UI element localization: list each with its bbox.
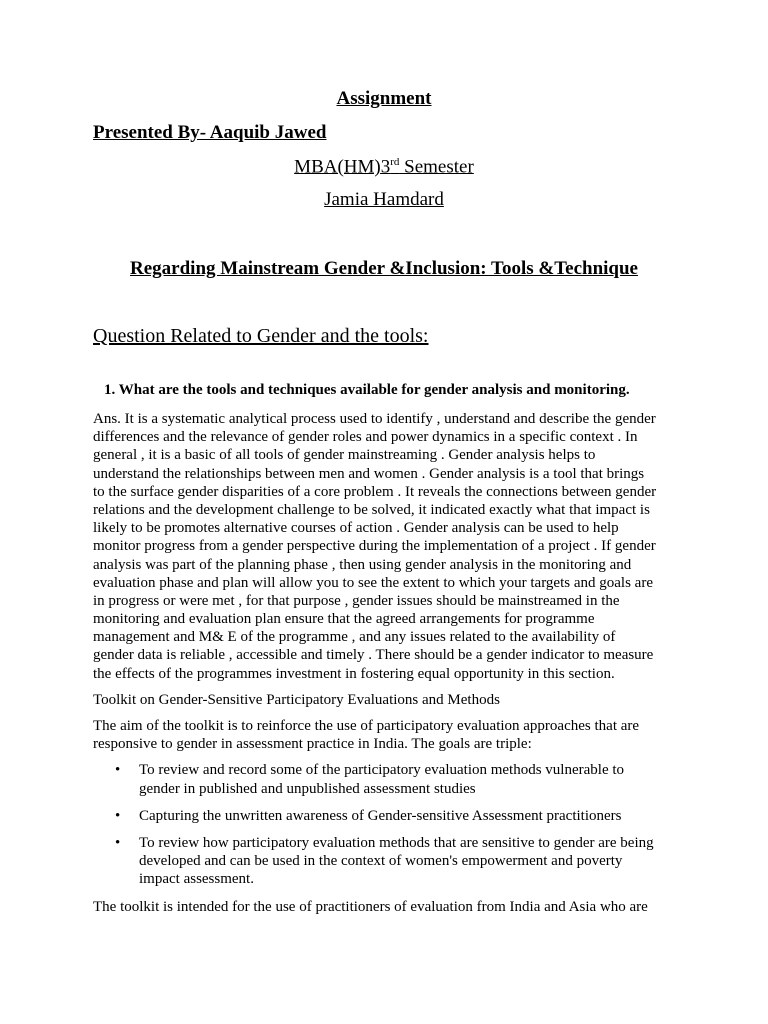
program-suffix: Semester	[399, 156, 474, 178]
body-content	[93, 410, 693, 924]
list-item	[93, 807, 693, 825]
question-heading: 1. What are the tools and techniques available for gender analysis and monitoring.	[104, 382, 630, 398]
bullet-icon: •	[115, 762, 121, 779]
answer-line: understand the relationships between men and women . Gender analysis is a tool that brings	[93, 465, 645, 482]
bullet-icon: •	[115, 834, 121, 851]
answer-paragraph	[93, 410, 693, 683]
goals-list	[93, 761, 693, 888]
program-line	[0, 156, 768, 178]
university-line: Jamia Hamdard	[324, 189, 444, 210]
list-item	[93, 834, 693, 889]
list-item-line: Capturing the unwritten awareness of Gender-sensitive Assessment practitioners	[139, 807, 622, 824]
answer-line: management and M& E of the programme , and any issues related to the availability of	[93, 629, 616, 646]
list-item-line: impact assessment.	[139, 871, 254, 888]
answer-line: likely to be promotes alternative courses of action . Gender analysis can be used to help	[93, 520, 619, 537]
subject-heading: Regarding Mainstream Gender &Inclusion: Tools &Technique	[130, 258, 638, 279]
list-item-line: developed and can be used in the context of women's empowerment and poverty	[139, 853, 623, 870]
answer-line: the effects of the programmes investment in fostering equal opportunity in this section.	[93, 665, 615, 682]
answer-line: analysis was part of the planning phase , then using gender analysis in the monitoring and	[93, 556, 632, 573]
answer-line: gender data is reliable , accessible and timely . There should be a gender indicator to measure	[93, 647, 654, 664]
answer-line: relations and the development challenge to be solved, it indicated exactly what that impact is	[93, 501, 650, 518]
answer-line: monitoring and evaluation plan ensure that the agreed arrangements for programme	[93, 611, 595, 628]
program-prefix: MBA(HM)3	[294, 156, 391, 178]
list-item	[93, 761, 693, 797]
answer-line: monitor progress from a gender perspective during the implementation of a project . If gender	[93, 538, 656, 555]
list-item-line: gender in published and unpublished assessment studies	[139, 780, 476, 797]
program-superscript: rd	[390, 156, 400, 168]
answer-line: general , it is a basic of all tools of gender mainstreaming . Gender analysis helps to	[93, 447, 596, 464]
aim-paragraph	[93, 717, 693, 753]
answer-line: Ans. It is a systematic analytical process used to identify , understand and describe the gender	[93, 411, 656, 427]
toolkit-title-paragraph	[93, 691, 693, 709]
aim-line: responsive to gender in assessment practice in India. The goals are triple:	[93, 736, 532, 753]
closing-paragraph	[93, 898, 693, 916]
toolkit-title: Toolkit on Gender-Sensitive Participatory Evaluations and Methods	[93, 691, 500, 708]
bullet-icon: •	[115, 807, 121, 824]
answer-line: differences and the relevance of gender roles and power dynamics in a specific context . In	[93, 429, 638, 446]
aim-line: The aim of the toolkit is to reinforce the use of participatory evaluation approaches that are	[93, 718, 640, 734]
presenter-line: Presented By- Aaquib Jawed	[93, 122, 327, 143]
closing-line: The toolkit is intended for the use of practitioners of evaluation from India and Asia who are	[93, 898, 648, 915]
answer-line: evaluation phase and plan will allow you to see the extent to which your targets and goals are	[93, 574, 653, 591]
section-heading: Question Related to Gender and the tools:	[93, 325, 429, 347]
answer-line: to the surface gender disparities of a core problem . It reveals the connections between gender	[93, 483, 657, 500]
answer-line: in progress or were met , for that purpose , gender issues should be mainstreamed in the	[93, 592, 620, 609]
list-item-line: To review and record some of the participatory evaluation methods vulnerable to	[139, 762, 625, 779]
list-item-line: To review how participatory evaluation methods that are sensitive to gender are being	[139, 834, 654, 851]
assignment-title: Assignment	[336, 88, 432, 109]
